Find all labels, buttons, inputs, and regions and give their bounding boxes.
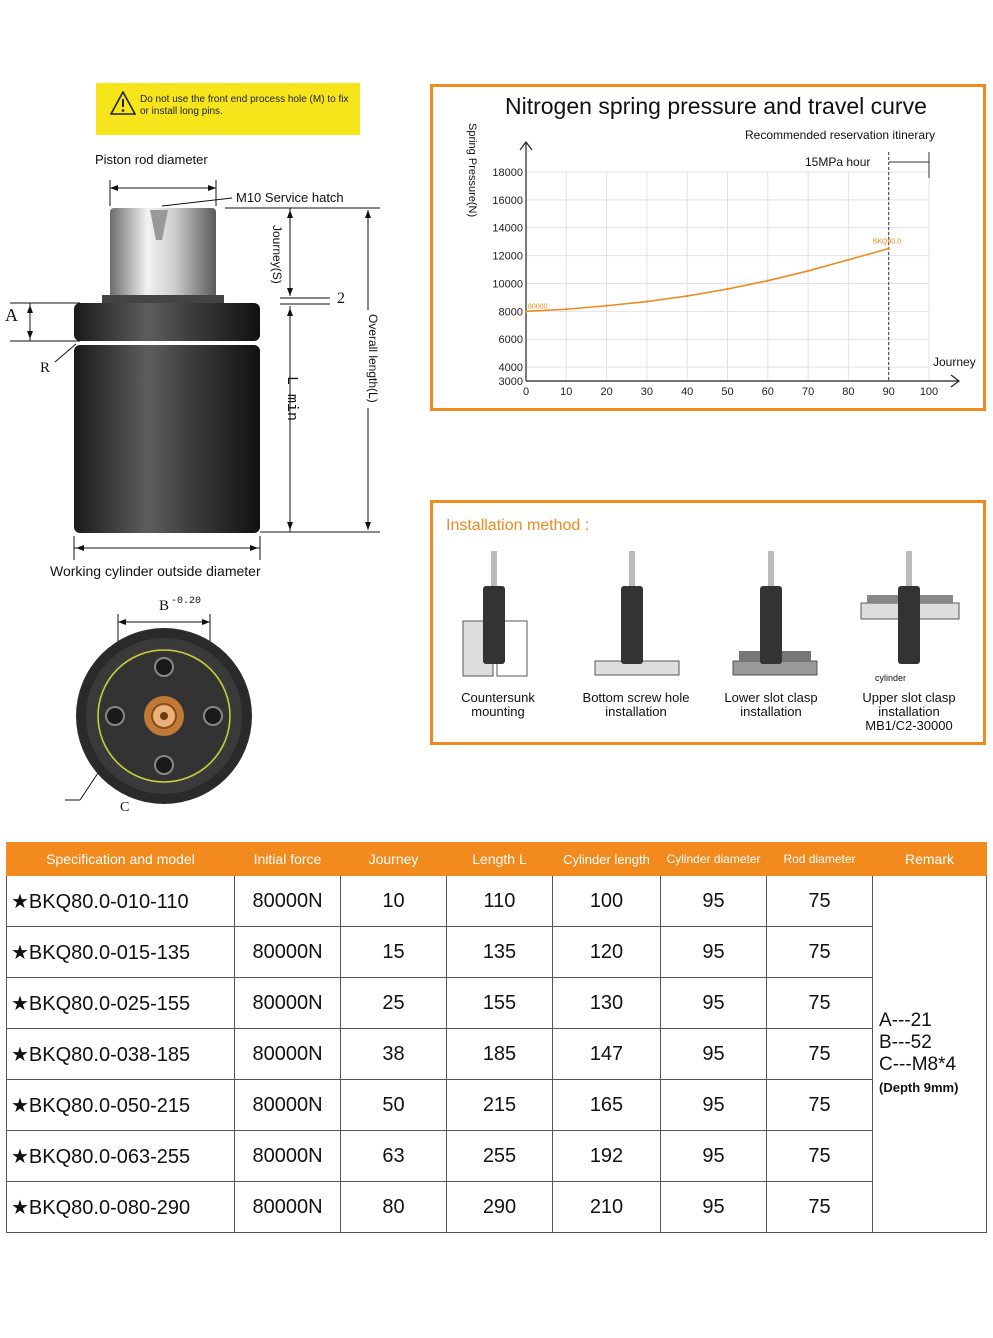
cell-journey: 63 xyxy=(341,1131,447,1182)
cell-cyl-length: 165 xyxy=(553,1080,661,1131)
cell-length: 185 xyxy=(447,1029,553,1080)
upper-slot-illustration xyxy=(861,551,959,664)
cell-remark xyxy=(873,876,987,1233)
y-tick-label: 4000 xyxy=(498,362,523,375)
y-tick-label: 6000 xyxy=(498,334,523,347)
x-tick-label: 30 xyxy=(640,386,654,398)
cell-journey: 10 xyxy=(341,876,447,927)
cell-length: 215 xyxy=(447,1080,553,1131)
cell-journey: 25 xyxy=(341,978,447,1029)
cell-cyl-diameter: 95 xyxy=(661,876,767,927)
cell-model: ★BKQ80.0-038-185 xyxy=(7,1029,235,1080)
x-tick-label: 80 xyxy=(842,386,855,398)
cell-journey: 38 xyxy=(341,1029,447,1080)
lower-slot-illustration xyxy=(733,551,817,675)
cell-model: ★BKQ80.0-050-215 xyxy=(7,1080,235,1131)
table-row xyxy=(7,1029,987,1080)
x-tick-label: 40 xyxy=(681,386,694,398)
x-tick-label: 90 xyxy=(882,386,895,398)
series-point xyxy=(726,288,728,290)
series-point xyxy=(565,308,567,310)
dim-b-label: B xyxy=(159,598,170,614)
table-header-row xyxy=(7,843,987,876)
series-point xyxy=(686,295,688,297)
y-axis-label: Spring Pressure(N) xyxy=(466,123,478,218)
installation-illustrations xyxy=(433,541,983,681)
cell-rod-diameter: 75 xyxy=(767,876,873,927)
cell-rod-diameter: 75 xyxy=(767,1080,873,1131)
series-start-label: 80000 xyxy=(528,303,548,311)
cell-cyl-length: 210 xyxy=(553,1182,661,1233)
y-tick-label: 10000 xyxy=(492,278,523,291)
method-2-label: Bottom screw hole installation xyxy=(582,690,690,719)
x-tick-label: 10 xyxy=(560,386,573,398)
y-tick-label: 16000 xyxy=(492,194,523,207)
x-tick-label: 70 xyxy=(801,386,815,398)
installation-title: Installation method : xyxy=(446,517,590,534)
y-tick-label: 12000 xyxy=(492,250,523,263)
table-row xyxy=(7,1080,987,1131)
cell-model: ★BKQ80.0-015-135 xyxy=(7,927,235,978)
table-row xyxy=(7,927,987,978)
cell-journey: 15 xyxy=(341,927,447,978)
header-model: Specification and model xyxy=(7,843,235,876)
piston-rod-diameter-label: Piston rod diameter xyxy=(95,152,208,167)
spec-table xyxy=(6,842,987,1233)
cell-rod-diameter: 75 xyxy=(767,927,873,978)
dim-c-label: C xyxy=(120,800,130,815)
cell-force: 80000N xyxy=(235,1182,341,1233)
cell-force: 80000N xyxy=(235,978,341,1029)
remark-depth: (Depth 9mm) xyxy=(879,1079,959,1095)
cell-force: 80000N xyxy=(235,1131,341,1182)
countersunk-illustration xyxy=(463,551,527,676)
warning-banner xyxy=(96,83,360,135)
cylinder-note: cylinder xyxy=(875,673,907,683)
dim-r-label: R xyxy=(40,360,51,376)
cell-rod-diameter: 75 xyxy=(767,1029,873,1080)
series-point xyxy=(807,270,809,272)
chart-plot xyxy=(433,87,983,408)
dim-2-label: 2 xyxy=(337,290,345,307)
cell-model: ★BKQ80.0-063-255 xyxy=(7,1131,235,1182)
header-cylinder-diameter: Cylinder diameter xyxy=(661,843,767,876)
x-axis-label: Journey xyxy=(933,355,976,369)
cell-cyl-diameter: 95 xyxy=(661,927,767,978)
overall-length-label: Overall length(L) xyxy=(366,314,380,403)
method-3-label: Lower slot clasp installation xyxy=(724,690,818,719)
series-line xyxy=(526,249,889,312)
table-row xyxy=(7,978,987,1029)
remark-c: C---M8*4 xyxy=(879,1053,957,1075)
series-point xyxy=(767,279,769,281)
x-tick-label: 100 xyxy=(919,386,939,398)
cell-length: 155 xyxy=(447,978,553,1029)
cell-model: ★BKQ80.0-080-290 xyxy=(7,1182,235,1233)
header-remark: Remark xyxy=(873,843,987,876)
series-end-label: BKQ80.0 xyxy=(872,238,902,246)
header-cylinder-length: Cylinder length xyxy=(553,843,661,876)
spring-side-diagram xyxy=(0,140,420,600)
series-point xyxy=(646,300,648,302)
table-row xyxy=(7,1131,987,1182)
cell-model: ★BKQ80.0-010-110 xyxy=(7,876,235,927)
y-tick-label: 8000 xyxy=(498,306,523,319)
cell-length: 110 xyxy=(447,876,553,927)
cell-journey: 80 xyxy=(341,1182,447,1233)
dim-b-tolerance: -0.20 xyxy=(171,596,202,607)
cell-cyl-diameter: 95 xyxy=(661,978,767,1029)
cell-force: 80000N xyxy=(235,1080,341,1131)
remark-b: B---52 xyxy=(879,1031,932,1053)
cylinder-outside-label: Working cylinder outside diameter xyxy=(50,563,261,579)
cell-journey: 50 xyxy=(341,1080,447,1131)
y-tick-label: 14000 xyxy=(492,222,523,235)
y-tick-label: 18000 xyxy=(492,167,523,179)
x-tick-label: 0 xyxy=(522,386,530,398)
chart-title: Nitrogen spring pressure and travel curve xyxy=(505,93,927,119)
header-journey: Journey xyxy=(341,843,447,876)
remark-a: A---21 xyxy=(879,1009,932,1031)
hour-label: 15MPa hour xyxy=(805,155,871,169)
cell-length: 135 xyxy=(447,927,553,978)
series-point xyxy=(605,305,607,307)
header-initial-force: Initial force xyxy=(235,843,341,876)
x-tick-label: 60 xyxy=(761,386,774,398)
cell-length: 290 xyxy=(447,1182,553,1233)
cell-rod-diameter: 75 xyxy=(767,978,873,1029)
method-4-label: Upper slot clasp installation MB1/C2-30000 xyxy=(862,690,956,733)
bottom-screw-illustration xyxy=(595,551,679,675)
cell-force: 80000N xyxy=(235,927,341,978)
table-row xyxy=(7,876,987,927)
method-1-label: Countersunk mounting xyxy=(461,690,535,719)
cell-cyl-length: 130 xyxy=(553,978,661,1029)
warning-icon xyxy=(110,91,136,115)
cell-cyl-length: 192 xyxy=(553,1131,661,1182)
cell-cyl-length: 100 xyxy=(553,876,661,927)
cell-model: ★BKQ80.0-025-155 xyxy=(7,978,235,1029)
x-tick-label: 20 xyxy=(600,386,613,398)
l-min-label: L min xyxy=(283,376,300,422)
series-point xyxy=(847,259,849,261)
cell-cyl-length: 147 xyxy=(553,1029,661,1080)
cell-rod-diameter: 75 xyxy=(767,1182,873,1233)
cell-length: 255 xyxy=(447,1131,553,1182)
journey-s-label: Journey(S) xyxy=(270,225,284,284)
spring-bottom-diagram xyxy=(60,600,260,815)
cell-cyl-diameter: 95 xyxy=(661,1182,767,1233)
cell-cyl-diameter: 95 xyxy=(661,1080,767,1131)
installation-panel xyxy=(430,500,986,745)
series-point xyxy=(888,247,890,249)
warning-text: Do not use the front end process hole (M) to fix or install long pins. xyxy=(140,94,349,117)
cell-cyl-diameter: 95 xyxy=(661,1131,767,1182)
table-row xyxy=(7,1182,987,1233)
cell-force: 80000N xyxy=(235,1029,341,1080)
header-rod-diameter: Rod diameter xyxy=(767,843,873,876)
cell-cyl-length: 120 xyxy=(553,927,661,978)
dim-a-label: A xyxy=(5,305,18,325)
y-tick-label: 3000 xyxy=(498,376,523,388)
cell-cyl-diameter: 95 xyxy=(661,1029,767,1080)
pressure-chart-panel xyxy=(430,84,986,411)
cell-rod-diameter: 75 xyxy=(767,1131,873,1182)
service-hatch-label: M10 Service hatch xyxy=(236,190,344,205)
series-point xyxy=(525,310,527,312)
cell-force: 80000N xyxy=(235,876,341,927)
header-length: Length L xyxy=(447,843,553,876)
x-tick-label: 50 xyxy=(721,386,734,398)
reserve-label: Recommended reservation itinerary xyxy=(745,128,936,142)
